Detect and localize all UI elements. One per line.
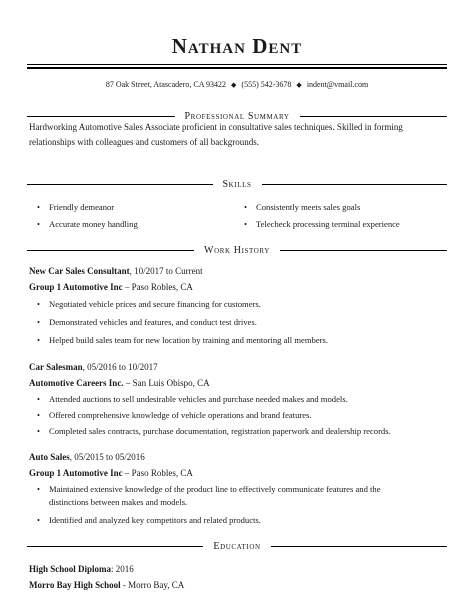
company-line [29, 468, 193, 478]
work-section-title: Work History [204, 244, 270, 256]
skill-label: Accurate money handling [49, 219, 138, 229]
company-location: – Paso Robles, CA [122, 468, 193, 478]
company-line [29, 378, 210, 388]
bullet-icon: • [37, 219, 41, 229]
skill-item [244, 219, 400, 229]
job-title-line [29, 266, 203, 276]
bullet-icon: • [37, 515, 41, 525]
contact-phone: (555) 542-3678 [241, 80, 292, 89]
bullet-icon: • [244, 219, 248, 229]
contact-address: 87 Oak Street, Atascadero, CA 93422 [105, 80, 227, 89]
bullet-icon: • [37, 484, 41, 494]
list-item [37, 514, 437, 527]
bullet-text: Maintained extensive knowledge of the product line to effectively communicate features and the distinctions between makes and models. [49, 484, 381, 507]
bullet-icon: • [37, 299, 41, 309]
company-location: – Paso Robles, CA [122, 282, 193, 292]
skills-section-title: Skills [222, 178, 252, 190]
bullet-text: Attended auctions to sell undesirable vehicles and purchase needed makes and models. [49, 394, 348, 404]
list-item [37, 483, 417, 509]
bullet-text: Identified and analyzed key competitors and related products. [49, 515, 261, 525]
divider [271, 546, 447, 547]
company-line [29, 282, 193, 292]
bullet-icon: • [37, 335, 41, 345]
bullet-text: Demonstrated vehicles and features, and conduct test drives. [49, 317, 257, 327]
company-location: – San Luis Obispo, CA [123, 378, 210, 388]
school-name: Morro Bay High School [29, 580, 121, 590]
bullet-icon: • [37, 202, 41, 212]
list-item [37, 334, 437, 347]
bullet-icon: • [37, 394, 41, 404]
header-rule-thin [27, 64, 447, 65]
list-item [37, 393, 437, 406]
divider [300, 116, 448, 117]
job-title: Auto Sales [29, 452, 70, 462]
separator-icon: ◆ [296, 81, 302, 89]
list-item [37, 298, 437, 311]
job-dates: , 05/2016 to 10/2017 [82, 362, 158, 372]
job-dates: , 10/2017 to Current [129, 266, 203, 276]
divider [27, 116, 175, 117]
list-item [37, 425, 457, 438]
list-item [37, 409, 437, 422]
resume-name: Nathan Dent [171, 34, 303, 58]
education-section-title: Education [213, 540, 261, 552]
contact-email: indent@vmail.com [306, 80, 369, 89]
degree: High School Diploma [29, 564, 112, 574]
job-title: Car Salesman [29, 362, 83, 372]
divider [27, 184, 213, 185]
bullet-text: Completed sales contracts, purchase documentation, registration paperwork and dealership records. [49, 426, 391, 436]
separator-icon: ◆ [231, 81, 237, 89]
skill-item [244, 202, 360, 212]
skills-section-header [27, 178, 447, 190]
skill-label: Friendly demeanor [49, 202, 115, 212]
list-item [37, 316, 437, 329]
skill-label: Telecheck processing terminal experience [256, 219, 400, 229]
skill-item [37, 219, 138, 229]
skill-item [37, 202, 114, 212]
bullet-icon: • [244, 202, 248, 212]
school-line [29, 580, 184, 590]
bullet-text: Offered comprehensive knowledge of vehicle operations and brand features. [49, 410, 312, 420]
summary-section-title: Professional Summary [184, 110, 290, 122]
degree-year: : 2016 [111, 564, 134, 574]
divider [27, 546, 203, 547]
company-name: Automotive Careers Inc. [29, 378, 124, 388]
bullet-icon: • [37, 426, 41, 436]
job-title: New Car Sales Consultant [29, 266, 130, 276]
divider [27, 250, 194, 251]
job-title-line [29, 362, 158, 372]
skill-label: Consistently meets sales goals [256, 202, 361, 212]
divider [262, 184, 448, 185]
education-section-header [27, 540, 447, 552]
job-dates: , 05/2015 to 05/2016 [69, 452, 145, 462]
bullet-text: Negotiated vehicle prices and secure financing for customers. [49, 299, 261, 309]
bullet-icon: • [37, 317, 41, 327]
contact-line [0, 80, 474, 89]
school-location: - Morro Bay, CA [120, 580, 185, 590]
job-title-line [29, 452, 145, 462]
bullet-text: Helped build sales team for new location by training and mentoring all members. [49, 335, 328, 345]
company-name: Group 1 Automotive Inc [29, 282, 123, 292]
bullet-icon: • [37, 410, 41, 420]
degree-line [29, 564, 134, 574]
summary-text: Hardworking Automotive Sales Associate proficient in consultative sales techniques. Skilled in forming relationships with colleagues and customers of all backgrounds. [29, 122, 403, 147]
company-name: Group 1 Automotive Inc [29, 468, 123, 478]
divider [280, 250, 447, 251]
header-rule-thick [27, 67, 447, 69]
work-section-header [27, 244, 447, 256]
